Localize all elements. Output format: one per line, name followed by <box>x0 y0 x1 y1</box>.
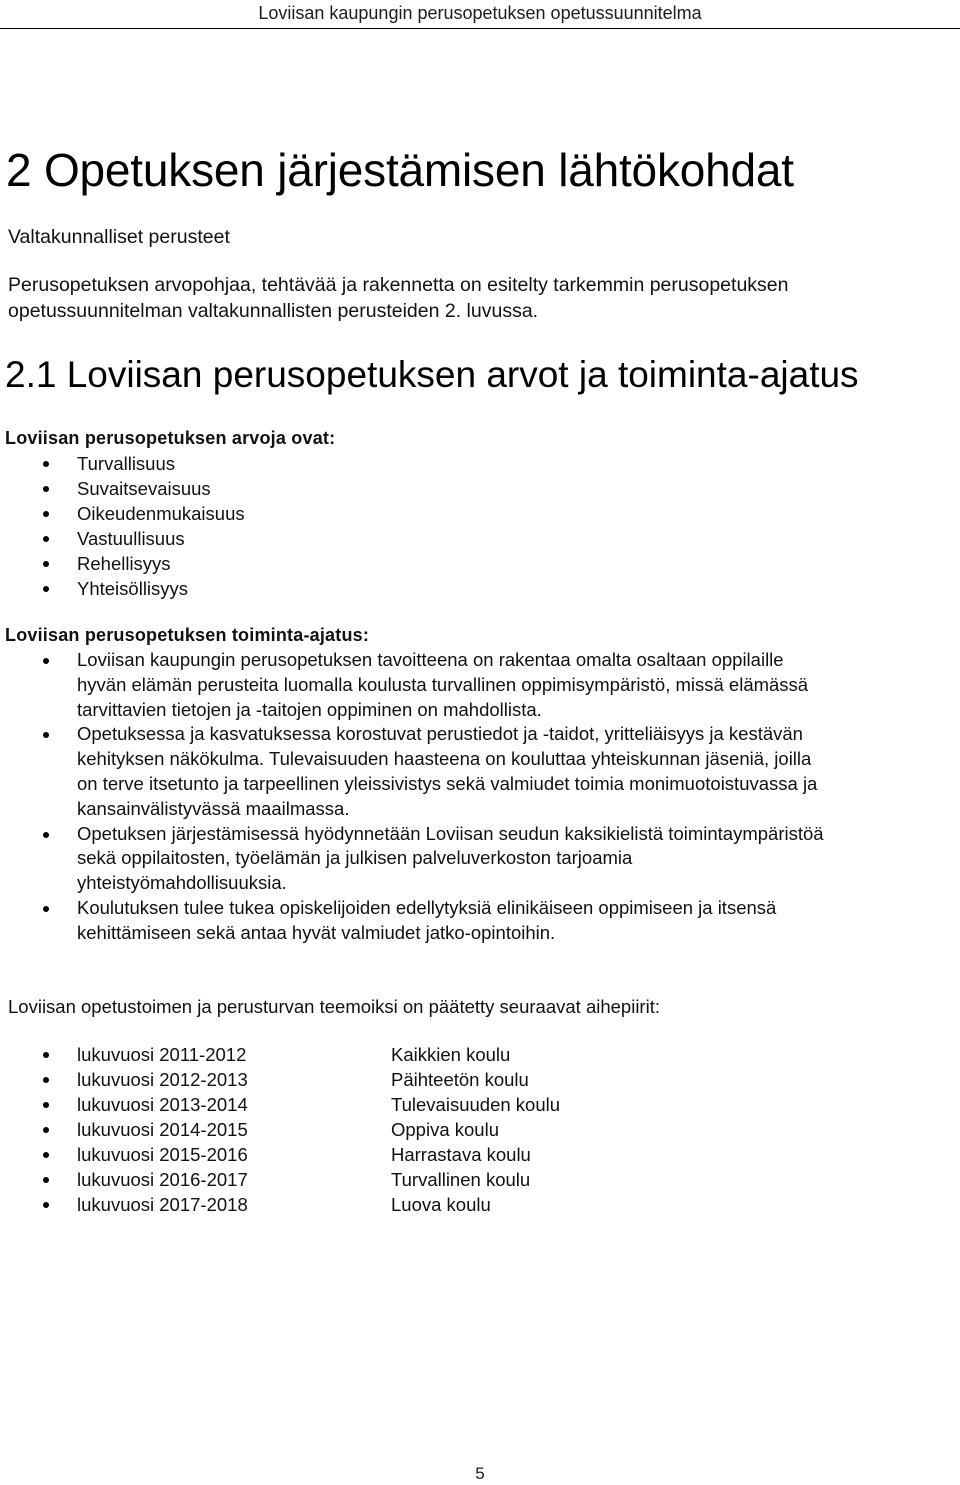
chapter-title: 2 Opetuksen järjestämisen lähtökohdat <box>6 144 794 196</box>
mission-line: kehityksen näkökulma. Tulevaisuuden haasteena on kouluttaa yhteiskunnan jäseniä, joilla <box>77 748 812 770</box>
intro-line-1: Perusopetuksen arvopohjaa, tehtävää ja rakennetta on esitelty tarkemmin perusopetuksen <box>8 274 789 296</box>
list-item <box>0 526 245 551</box>
mission-line: Opetuksen järjestämisessä hyödynnetään Loviisan seudun kaksikielistä toimintaympäristöä <box>77 822 824 844</box>
values-list <box>0 451 245 601</box>
list-item <box>0 476 245 501</box>
bullet-icon <box>43 1177 49 1183</box>
bullet-icon <box>43 832 49 838</box>
theme-name: Luova koulu <box>391 1194 491 1215</box>
bullet-icon <box>43 1102 49 1108</box>
value-text: Suvaitsevaisuus <box>77 478 211 499</box>
list-item <box>0 451 245 476</box>
list-item <box>0 722 960 821</box>
bullet-icon <box>43 1052 49 1058</box>
mission-line: Opetuksessa ja kasvatuksessa korostuvat perustiedot ja -taidot, yritteliäisyys ja kestävän <box>77 723 803 745</box>
bullet-icon <box>43 1202 49 1208</box>
bullet-icon <box>43 1152 49 1158</box>
values-label: Loviisan perusopetuksen arvoja ovat: <box>5 428 336 448</box>
bullet-icon <box>43 461 49 467</box>
mission-list <box>0 648 960 946</box>
value-text: Oikeudenmukaisuus <box>77 503 245 524</box>
mission-line: kehittämiseen sekä antaa hyvät valmiudet jatko-opintoihin. <box>77 921 556 943</box>
theme-name: Oppiva koulu <box>391 1119 499 1140</box>
bullet-icon <box>43 511 49 517</box>
bullet-icon <box>43 1127 49 1133</box>
mission-line: sekä oppilaitosten, työelämän ja julkisen palveluverkoston tarjoamia <box>77 847 633 869</box>
bullet-icon <box>43 732 49 738</box>
chapter-subheading: Valtakunnalliset perusteet <box>8 226 230 248</box>
bullet-icon <box>43 561 49 567</box>
list-item <box>0 551 245 576</box>
mission-line: Koulutuksen tulee tukea opiskelijoiden edellytyksiä elinikäiseen oppimiseen ja itsensä <box>77 896 777 918</box>
list-item <box>0 501 245 526</box>
value-text: Rehellisyys <box>77 553 171 574</box>
mission-line: kansainvälistyvässä maailmassa. <box>77 797 350 819</box>
bullet-icon <box>43 658 49 664</box>
mission-label: Loviisan perusopetuksen toiminta-ajatus: <box>5 625 370 645</box>
theme-name: Kaikkien koulu <box>391 1044 511 1065</box>
value-text: Yhteisöllisyys <box>77 578 189 599</box>
bullet-icon <box>43 486 49 492</box>
list-item <box>0 648 960 722</box>
school-year: lukuvuosi 2012-2013 <box>77 1069 248 1090</box>
list-item <box>0 896 960 946</box>
mission-line: on terve itsetunto ja tarpeellinen yleissivistys sekä valmiudet toimia monimuotoistuvassa ja <box>77 772 818 794</box>
bullet-icon <box>43 586 49 592</box>
running-header: Loviisan kaupungin perusopetuksen opetussuunnitelma <box>258 3 702 23</box>
list-item <box>0 822 960 896</box>
school-year: lukuvuosi 2011-2012 <box>77 1044 247 1065</box>
mission-line: Loviisan kaupungin perusopetuksen tavoitteena on rakentaa omalta osaltaan oppilaille <box>77 649 784 670</box>
school-year: lukuvuosi 2014-2015 <box>77 1119 248 1140</box>
page-number: 5 <box>475 1464 485 1483</box>
bullet-icon <box>43 906 49 912</box>
theme-name: Tulevaisuuden koulu <box>391 1094 561 1115</box>
themes-intro: Loviisan opetustoimen ja perusturvan teemoiksi on päätetty seuraavat aihepiirit: <box>8 996 660 1017</box>
bullet-icon <box>43 536 49 542</box>
school-year: lukuvuosi 2015-2016 <box>77 1144 248 1165</box>
school-year: lukuvuosi 2016-2017 <box>77 1169 248 1190</box>
school-year: lukuvuosi 2017-2018 <box>77 1194 248 1215</box>
value-text: Vastuullisuus <box>77 528 185 549</box>
mission-line: tarvittavien tietojen ja -taitojen oppiminen on mahdollista. <box>77 698 542 720</box>
mission-line: yhteistyömahdollisuuksia. <box>77 872 287 894</box>
theme-name: Turvallinen koulu <box>391 1169 531 1190</box>
mission-line: hyvän elämän perusteita luomalla koulusta turvallinen oppimisympäristö, missä elämässä <box>77 673 809 695</box>
theme-name: Päihteetön koulu <box>391 1069 529 1090</box>
theme-name: Harrastava koulu <box>391 1144 531 1165</box>
value-text: Turvallisuus <box>77 453 176 474</box>
school-year: lukuvuosi 2013-2014 <box>77 1094 248 1115</box>
header-divider <box>0 28 960 29</box>
list-item <box>0 576 245 601</box>
section-title: 2.1 Loviisan perusopetuksen arvot ja toiminta-ajatus <box>5 354 859 395</box>
intro-line-2: opetussuunnitelman valtakunnallisten perusteiden 2. luvussa. <box>8 300 539 322</box>
bullet-icon <box>43 1077 49 1083</box>
